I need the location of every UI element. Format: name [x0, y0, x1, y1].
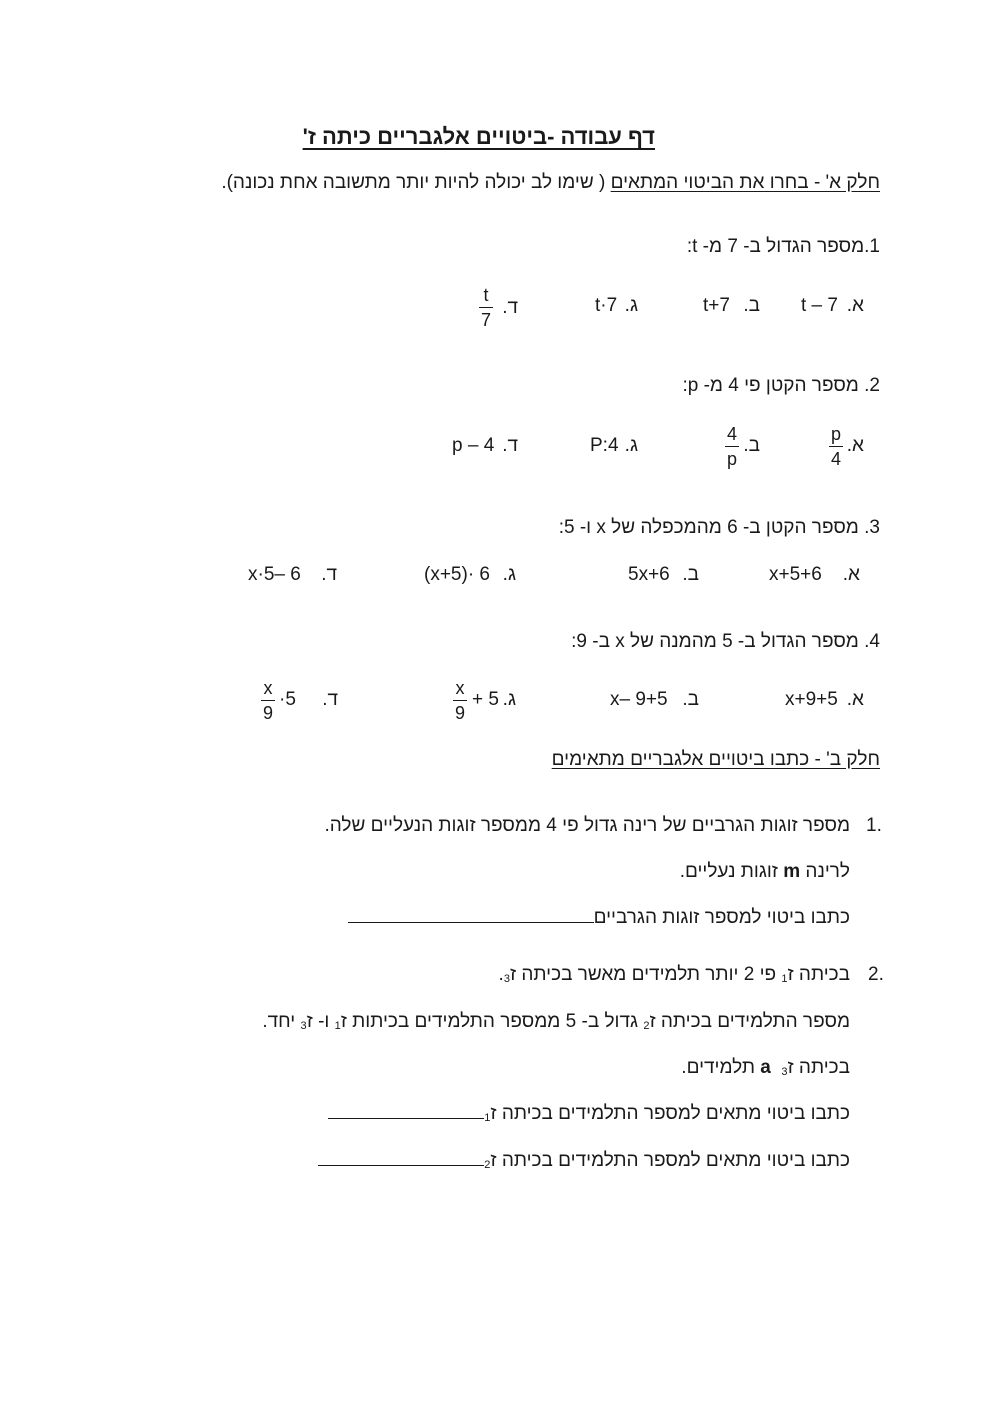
pb-q2-line3 [681, 1058, 850, 1078]
q4-option-c-denominator: 9 [454, 703, 465, 723]
q1-option-b-expr: t+7 [703, 295, 730, 316]
q3-option-b-label: ב. [682, 564, 699, 585]
subscript: 1 [484, 1112, 491, 1124]
part-a-heading-line [221, 173, 880, 192]
subscript: 3 [781, 1066, 788, 1078]
pb-q2-answer-blank-2[interactable] [318, 1151, 484, 1166]
q3-option-c-label: ג. [502, 564, 516, 585]
q4-option-d-tail: ·5 [279, 689, 296, 710]
subscript: 3 [503, 973, 510, 985]
part-a-heading: חלק א' - בחרו את הביטוי המתאים [610, 172, 880, 193]
pb-q1-number: 1. [866, 815, 882, 836]
q4-option-d-label: ד. [322, 689, 338, 710]
pb-q2-line1-pre: בכיתה ז [787, 964, 850, 985]
fraction-bar [479, 307, 493, 308]
q2-option-d-expr: p – 4 [452, 435, 495, 456]
q1-option-a-expr: t – 7 [801, 295, 838, 316]
q3-text: 3. מספר הקטן ב- 6 מהמכפלה של x ו- 5: [558, 517, 880, 538]
q1-option-d-fraction [479, 286, 493, 329]
q3-option-a-expr: x+5+6 [769, 564, 822, 585]
subscript: 1 [334, 1020, 341, 1032]
pb-q2-line5-pre: כתבו ביטוי מתאים למספר התלמידים בכיתה ז [490, 1150, 850, 1171]
q1-option-d-numerator: t [483, 285, 489, 305]
q2-option-b-numerator: 4 [726, 424, 737, 444]
subscript: 3 [300, 1020, 307, 1032]
pb-q2-line2-mid: גדול ב- 5 ממספר התלמידים בכיתות ז [340, 1011, 644, 1032]
pb-q1-answer-blank[interactable] [348, 908, 594, 923]
q1-option-c-label: ג. [624, 295, 638, 316]
q4-option-c-numerator: x [455, 678, 465, 698]
q3-option-c-expr: (x+5)· 6 [424, 564, 490, 585]
fraction-bar [261, 700, 275, 701]
pb-q2-line3-pre: בכיתה ז [787, 1057, 850, 1078]
pb-q2-line2-end: יחד. [262, 1011, 301, 1032]
q3-option-a-label: א. [842, 564, 860, 585]
pb-q2-line1 [499, 965, 850, 985]
q2-option-b-denominator: p [726, 449, 737, 469]
q1-option-c-expr: t·7 [595, 295, 618, 316]
q2-text: 2. מספר הקטן פי 4 מ- p: [682, 375, 880, 396]
q2-option-d-label: ד. [502, 435, 518, 456]
pb-q2-number: 2. [868, 964, 884, 985]
subscript: 1 [781, 973, 788, 985]
part-b-heading: חלק ב' - כתבו ביטויים אלגבריים מתאימים [551, 749, 880, 770]
q4-option-c-label: ג. [502, 689, 516, 710]
q4-option-a-expr: x+9+5 [785, 689, 838, 710]
pb-q1-line2 [680, 862, 850, 881]
pb-q1-line1: מספר זוגות הגרביים של רינה גדול פי 4 ממספר זוגות הנעליים שלה. [324, 815, 850, 836]
subscript: 2 [643, 1020, 650, 1032]
pb-q2-line2-mid2: ו- ז [306, 1011, 335, 1032]
pb-q2-line1-mid: פי 2 יותר תלמידים מאשר בכיתה ז [509, 964, 782, 985]
q1-option-b-label: ב. [743, 295, 760, 316]
q4-option-b-label: ב. [682, 689, 699, 710]
q2-option-c-label: ג. [624, 435, 638, 456]
pb-q2-answer-blank-1[interactable] [328, 1104, 484, 1119]
pb-q1-line2-pre: לרינה [800, 861, 850, 882]
pb-q1-line2-post: זוגות נעליים. [679, 861, 784, 882]
q2-option-c-expr: P:4 [590, 435, 619, 456]
q1-option-d-label: ד. [502, 297, 518, 318]
q2-option-b-label: ב. [743, 435, 760, 456]
q4-option-c-tail: + 5 [472, 689, 499, 710]
q1-option-a-label: א. [846, 295, 864, 316]
pb-q1-variable: m [783, 861, 801, 882]
q2-option-b-fraction [725, 425, 739, 468]
pb-q2-variable: a [760, 1057, 771, 1078]
q3-option-d-expr: x·5– 6 [248, 564, 301, 585]
q1-text: 1.מספר הגדול ב- 7 מ- t: [686, 236, 880, 257]
subscript: 2 [484, 1159, 491, 1171]
q4-option-c-fraction [453, 679, 467, 722]
q3-option-b-expr: 5x+6 [628, 564, 670, 585]
q3-option-d-label: ד. [321, 564, 337, 585]
q4-text: 4. מספר הגדול ב- 5 מהמנה של x ב- 9: [571, 631, 880, 652]
q2-option-a-numerator: p [830, 424, 841, 444]
fraction-bar [453, 700, 467, 701]
q4-option-b-expr: x– 9+5 [610, 689, 668, 710]
part-a-note: ( שימו לב יכולה להיות יותר מתשובה אחת נכונה). [221, 172, 611, 193]
pb-q2-line1-end: . [498, 964, 504, 985]
page-title: דף עבודה -ביטויים אלגבריים כיתה ז' [302, 124, 655, 149]
pb-q2-line4 [328, 1104, 850, 1124]
pb-q2-line5 [318, 1151, 850, 1171]
q2-option-a-fraction [829, 425, 843, 468]
q4-option-d-denominator: 9 [262, 703, 273, 723]
fraction-bar [829, 446, 843, 447]
fraction-bar [725, 446, 739, 447]
pb-q1-line3-text: כתבו ביטוי למספר זוגות הגרביים [593, 907, 850, 928]
q4-option-a-label: א. [846, 689, 864, 710]
q4-option-d-numerator: x [263, 678, 273, 698]
pb-q2-line2-pre: מספר התלמידים בכיתה ז [649, 1011, 850, 1032]
q2-option-a-label: א. [846, 435, 864, 456]
q2-option-a-denominator: 4 [830, 449, 841, 469]
pb-q2-line3-post: תלמידים. [681, 1057, 761, 1078]
pb-q1-line3 [348, 908, 850, 927]
pb-q2-line4-pre: כתבו ביטוי מתאים למספר התלמידים בכיתה ז [490, 1103, 850, 1124]
q1-option-d-denominator: 7 [480, 310, 491, 330]
pb-q2-line2 [262, 1012, 850, 1032]
q4-option-d-fraction [261, 679, 275, 722]
